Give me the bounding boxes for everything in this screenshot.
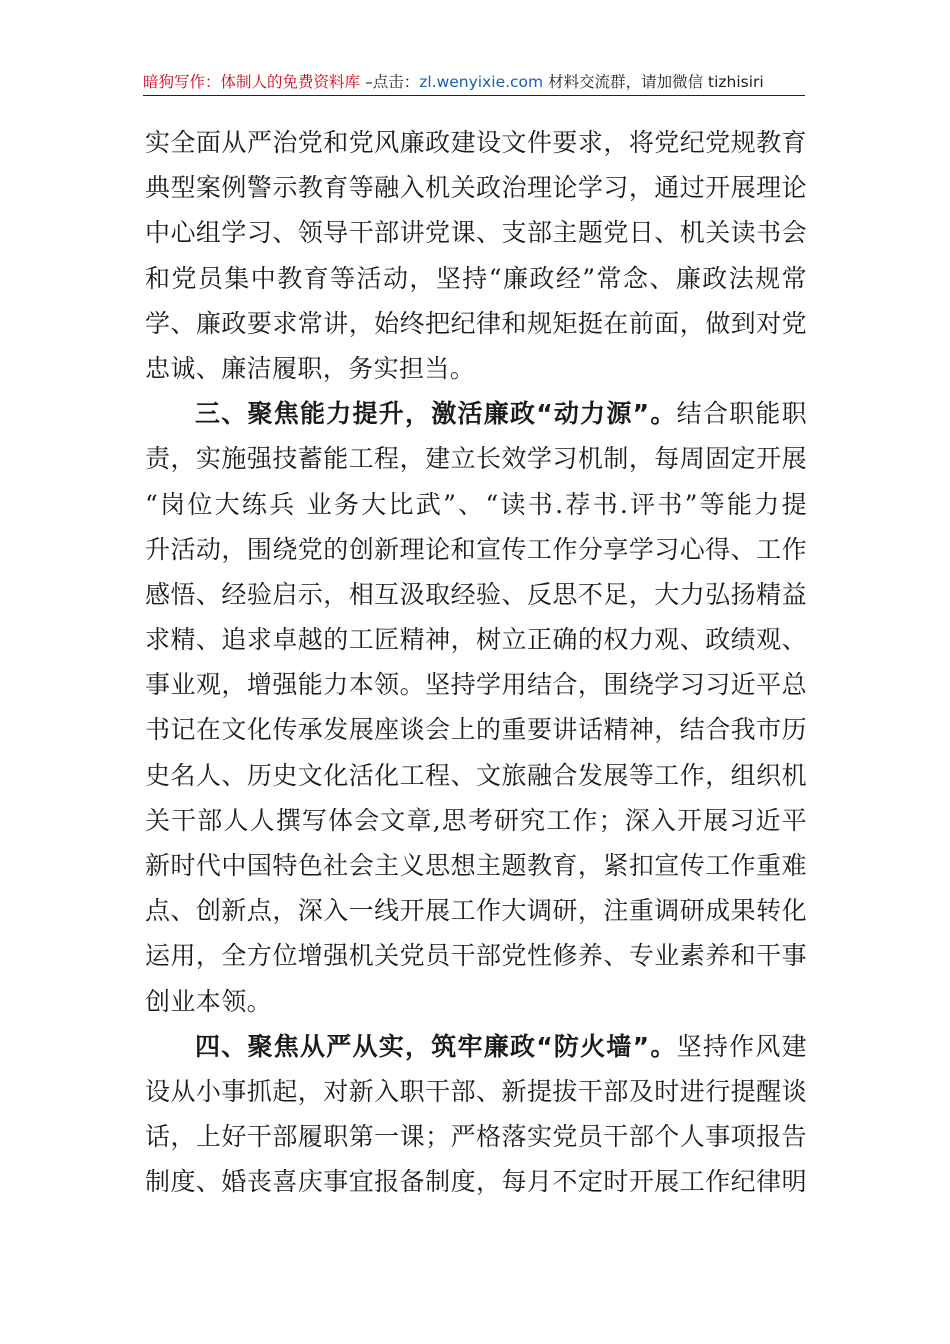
paragraph-continuation: [145, 120, 807, 391]
text-line: 设从小事抓起，对新入职干部、新提拔干部及时进行提醒谈: [145, 1076, 807, 1106]
text-line: 学、廉政要求常讲，始终把纪律和规矩挺在前面，做到对党: [145, 308, 807, 338]
text-line: 责，实施强技蓄能工程，建立长效学习机制，每周固定开展: [145, 444, 807, 474]
text-line: “岗位大练兵 业务大比武”、“读书.荐书.评书”等能力提: [145, 489, 807, 519]
section-three-first-line: [145, 391, 807, 436]
text-run: 结合职能职: [676, 399, 807, 429]
text-line: 求精、追求卓越的工匠精神，树立正确的权力观、政绩观、: [145, 625, 807, 655]
paragraph-section-three: [145, 391, 807, 1024]
text-line: 制度、婚丧喜庆事宜报备制度，每月不定时开展工作纪律明: [145, 1167, 807, 1197]
section-three-heading: 三、聚焦能力提升，激活廉政“动力源”。: [195, 399, 677, 429]
source-banner: [143, 70, 805, 94]
text-line: 话，上好干部履职第一课；严格落实党员干部个人事项报告: [145, 1122, 807, 1152]
text-line: 中心组学习、领导干部讲党课、支部主题党日、机关读书会: [145, 218, 807, 248]
text-run: 坚持作风建: [676, 1031, 807, 1061]
section-four-first-line: [145, 1024, 807, 1069]
banner-brand: 暗狗写作：体制人的免费资料库: [143, 73, 361, 91]
text-line: 忠诚、廉洁履职，务实担当。: [145, 353, 476, 383]
text-line: 运用，全方位增强机关党员干部党性修养、专业素养和干事: [145, 941, 807, 971]
text-line: 史名人、历史文化活化工程、文旅融合发展等工作，组织机: [145, 760, 807, 790]
text-line: 书记在文化传承发展座谈会上的重要讲话精神，结合我市历: [145, 715, 807, 745]
text-line: 创业本领。: [145, 986, 273, 1016]
text-line: 升活动，围绕党的创新理论和宣传工作分享学习心得、工作: [145, 534, 807, 564]
text-line: 点、创新点，深入一线开展工作大调研，注重调研成果转化: [145, 896, 807, 926]
text-line: 感悟、经验启示，相互汲取经验、反思不足，大力弘扬精益: [145, 579, 807, 609]
text-line: 典型案例警示教育等融入机关政治理论学习，通过开展理论: [145, 173, 807, 203]
header-divider: [143, 95, 805, 96]
text-line: 事业观，增强能力本领。坚持学用结合，围绕学习习近平总: [145, 670, 807, 700]
banner-click-prefix: –点击：: [360, 73, 420, 91]
text-line: 和党员集中教育等活动，坚持“廉政经”常念、廉政法规常: [145, 263, 807, 293]
document-body: [145, 120, 807, 1205]
paragraph-section-four: [145, 1024, 807, 1205]
text-line: 实全面从严治党和党风廉政建设文件要求，将党纪党规教育: [145, 128, 807, 157]
banner-url-link[interactable]: zl.wenyixie.com: [419, 73, 544, 91]
text-line: 关干部人人撰写体会文章,思考研究工作；深入开展习近平: [145, 805, 807, 835]
text-line: 新时代中国特色社会主义思想主题教育，紧扣宣传工作重难: [145, 851, 807, 880]
banner-contact: 材料交流群，请加微信 tizhisiri: [543, 73, 764, 91]
section-four-heading: 四、聚焦从严从实，筑牢廉政“防火墙”。: [195, 1031, 677, 1061]
